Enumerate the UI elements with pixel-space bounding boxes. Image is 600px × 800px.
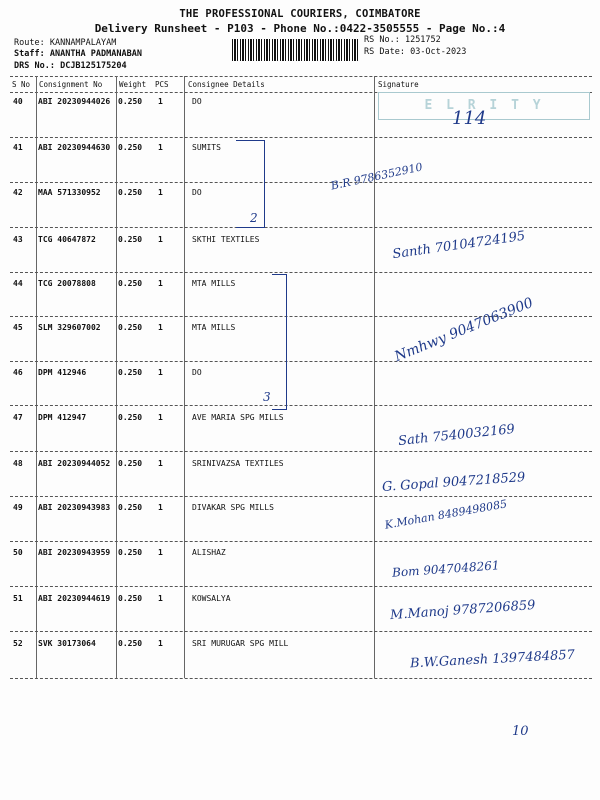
- bracket-number: 3: [263, 390, 271, 404]
- rs-date-label: RS Date:: [364, 47, 405, 57]
- row-pcs: 1: [158, 279, 163, 288]
- row-consignee: KOWSALYA: [192, 594, 231, 603]
- row-consignment: MAA 571330952: [38, 188, 101, 197]
- route-line: [14, 38, 116, 48]
- col-header-sno: S No: [12, 80, 31, 89]
- col-header-pcs: PCS: [155, 80, 169, 89]
- row-sno: 44: [13, 279, 23, 288]
- col-header-signature: Signature: [378, 80, 419, 89]
- row-pcs: 1: [158, 143, 163, 152]
- row-sno: 43: [13, 235, 23, 244]
- row-consignee: DO: [192, 368, 202, 377]
- drs-line: [14, 61, 127, 71]
- row-consignment: DPM 412947: [38, 413, 87, 422]
- row-pcs: 1: [158, 639, 163, 648]
- row-rule: [10, 272, 592, 273]
- col-divider: [184, 76, 185, 678]
- col-header-consignment: Consignment No: [39, 80, 103, 89]
- row-consignment: TCG 20078808: [38, 279, 96, 288]
- row-pcs: 1: [158, 594, 163, 603]
- row-sno: 52: [13, 639, 23, 648]
- row-weight: 0.250: [118, 548, 143, 557]
- row-pcs: 1: [158, 503, 163, 512]
- row-consignee: AVE MARIA SPG MILLS: [192, 413, 284, 422]
- row-consignee: SUMITS: [192, 143, 221, 152]
- row-pcs: 1: [158, 413, 163, 422]
- row-sno: 42: [13, 188, 23, 197]
- signature-45: Nmhwy 9047063900: [392, 294, 536, 366]
- row-consignment: ABI 20230944619: [38, 594, 111, 603]
- row-weight: 0.250: [118, 279, 143, 288]
- row-consignment: ABI 20230944052: [38, 459, 111, 468]
- row-sno: 40: [13, 97, 23, 106]
- drs-label: DRS No.:: [14, 61, 55, 71]
- rs-no-label: RS No.:: [364, 35, 400, 45]
- signature-52: B.W.Ganesh 1397484857: [409, 647, 576, 672]
- signature-51: M.Manoj 9787206859: [389, 597, 536, 624]
- row-sno: 47: [13, 413, 23, 422]
- row-weight: 0.250: [118, 594, 143, 603]
- row-consignee: SRI MURUGAR SPG MILL: [192, 639, 289, 648]
- company-title: THE PROFESSIONAL COURIERS, COIMBATORE: [179, 8, 421, 20]
- row-consignee: MTA MILLS: [192, 279, 236, 288]
- page-mark: 10: [512, 724, 529, 739]
- row-weight: 0.250: [118, 459, 143, 468]
- route-label: Route:: [14, 38, 45, 48]
- row-pcs: 1: [158, 459, 163, 468]
- signature-49: K.Mohan 8489498085: [383, 497, 509, 532]
- rs-date-value: 03-Oct-2023: [410, 47, 467, 57]
- table-top-rule: [10, 76, 592, 77]
- row-consignment: ABI 20230943983: [38, 503, 111, 512]
- staff-value: ANANTHA PADMANABAN: [49, 49, 142, 59]
- row-pcs: 1: [158, 188, 163, 197]
- row-pcs: 1: [158, 548, 163, 557]
- row-weight: 0.250: [118, 368, 143, 377]
- bracket-number: 2: [250, 211, 258, 225]
- row-consignee: ALISHAZ: [192, 548, 226, 557]
- row-weight: 0.250: [118, 639, 143, 648]
- signature-41: B.R 9786352910: [329, 160, 424, 193]
- row-rule: [10, 405, 592, 406]
- row-consignment: SVK 30173064: [38, 639, 96, 648]
- row-rule: [10, 182, 592, 183]
- signature-48: G. Gopal 9047218529: [381, 470, 526, 495]
- row-rule: [10, 631, 592, 632]
- row-rule: [10, 541, 592, 542]
- row-rule: [10, 227, 592, 228]
- col-divider: [374, 76, 375, 678]
- col-header-weight: Weight: [119, 80, 147, 89]
- grouping-bracket: [272, 274, 287, 410]
- col-divider: [116, 76, 117, 678]
- staff-line: [14, 49, 142, 59]
- row-consignment: ABI 20230944026: [38, 97, 111, 106]
- row-consignment: SLM 329607002: [38, 323, 101, 332]
- barcode: [232, 39, 358, 61]
- row-consignee: DO: [192, 97, 202, 106]
- col-divider: [36, 76, 37, 678]
- row-consignee: SKTHI TEXTILES: [192, 235, 260, 244]
- row-pcs: 1: [158, 97, 163, 106]
- runsheet-subtitle: Delivery Runsheet - P103 - Phone No.:0422-3505555 - Page No.:4: [94, 22, 506, 35]
- row-pcs: 1: [158, 368, 163, 377]
- signature-50: Bom 9047048261: [391, 558, 500, 580]
- row-consignment: TCG 40647872: [38, 235, 96, 244]
- row-consignment: DPM 412946: [38, 368, 87, 377]
- table-bottom-rule: [10, 678, 592, 679]
- row-sno: 50: [13, 548, 23, 557]
- row-consignment: ABI 20230944630: [38, 143, 111, 152]
- signature-40: 114: [452, 108, 487, 129]
- row-sno: 49: [13, 503, 23, 512]
- row-sno: 45: [13, 323, 23, 332]
- row-rule: [10, 137, 592, 138]
- row-weight: 0.250: [118, 97, 143, 106]
- drs-value: DCJB125175204: [60, 61, 127, 71]
- route-value: KANNAMPALAYAM: [49, 38, 117, 48]
- row-sno: 51: [13, 594, 23, 603]
- signature-47: Sath 7540032169: [397, 421, 516, 450]
- row-pcs: 1: [158, 323, 163, 332]
- row-sno: 46: [13, 368, 23, 377]
- row-consignment: ABI 20230943959: [38, 548, 111, 557]
- row-weight: 0.250: [118, 323, 143, 332]
- row-pcs: 1: [158, 235, 163, 244]
- col-header-consignee: Consignee Details: [188, 80, 265, 89]
- staff-label: Staff:: [14, 49, 45, 59]
- rs-info: [364, 34, 466, 58]
- delivery-stamp: E L R I T Y: [378, 92, 590, 120]
- row-sno: 41: [13, 143, 23, 152]
- row-rule: [10, 451, 592, 452]
- row-rule: [10, 361, 592, 362]
- row-weight: 0.250: [118, 188, 143, 197]
- row-sno: 48: [13, 459, 23, 468]
- signature-43: Santh 70104724195: [391, 228, 527, 263]
- rs-no-value: 1251752: [404, 35, 441, 45]
- row-weight: 0.250: [118, 235, 143, 244]
- row-rule: [10, 586, 592, 587]
- row-consignee: DO: [192, 188, 202, 197]
- row-consignee: DIVAKAR SPG MILLS: [192, 503, 274, 512]
- row-consignee: MTA MILLS: [192, 323, 236, 332]
- row-consignee: SRINIVAZSA TEXTILES: [192, 459, 284, 468]
- row-weight: 0.250: [118, 143, 143, 152]
- row-weight: 0.250: [118, 503, 143, 512]
- row-weight: 0.250: [118, 413, 143, 422]
